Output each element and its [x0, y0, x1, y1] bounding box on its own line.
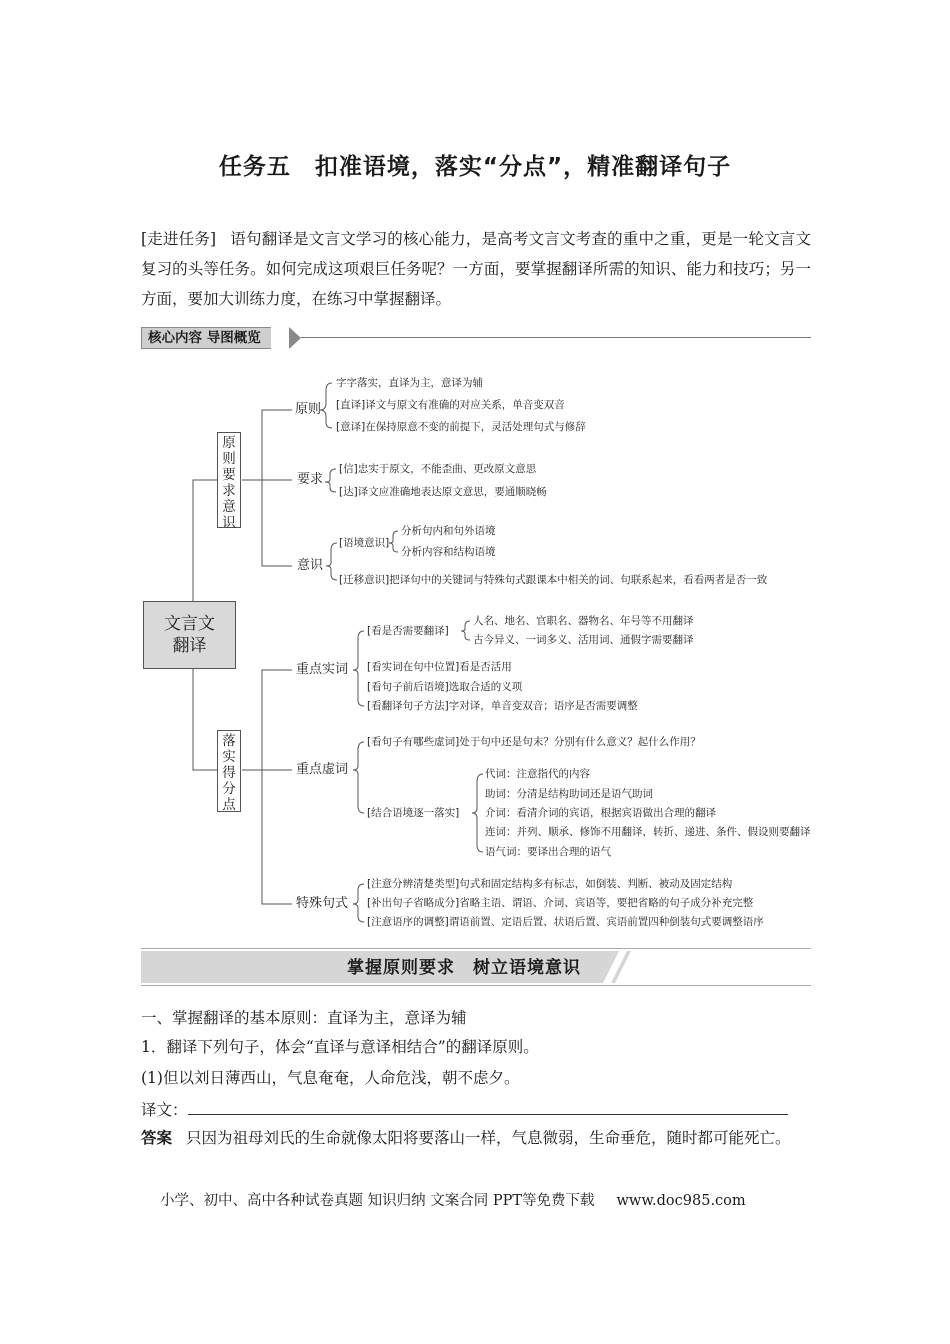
yishi-yujing: [语境意识]: [339, 537, 390, 549]
xuci-combine-item: 语气词：要译出合理的语气: [485, 846, 611, 858]
branch-points-box: [217, 730, 241, 812]
branch-points-label: 落 实 得 分 点: [222, 733, 236, 813]
page-footer: [160, 1190, 746, 1212]
yujing-item: 分析内容和结构语境: [401, 546, 496, 558]
translation-line: [141, 1096, 811, 1124]
yujing-item: 分析句内和句外语境: [401, 525, 496, 537]
yuanze-item: 字字落实，直译为主，意译为辅: [336, 377, 483, 389]
shici-item: [看翻译句子方法]字对译，单音变双音；语序是否需要调整: [367, 700, 638, 712]
xuci-combine-item: 助词：分清是结构助词还是语气助词: [485, 788, 653, 800]
shici-need: [看是否需要翻译]: [367, 625, 449, 637]
answer-label: 答案: [141, 1129, 173, 1147]
translation-label: 译文：: [141, 1101, 188, 1119]
node-xuci: 重点虚词: [296, 762, 349, 777]
yaoqiu-item: [信]忠实于原文，不能歪曲、更改原文意思: [339, 463, 537, 475]
teshu-item: [注意分辨清楚类型]句式和固定结构多有标志，如倒装、判断、被动及固定结构: [367, 878, 733, 890]
xuci-combine-item: 介词：看清介词的宾语，根据宾语做出合理的翻译: [485, 807, 716, 819]
node-yuanze: 原则: [295, 402, 322, 417]
translation-blank[interactable]: [188, 1098, 788, 1115]
banner-rule-bottom: [141, 985, 811, 986]
shici-need-item: 人名、地名、官职名、器物名、年号等不用翻译: [473, 615, 694, 627]
answer-paragraph: [141, 1124, 811, 1152]
section-banner-core-label: 核心内容 导图概览: [141, 327, 271, 349]
banner-rule-top: [141, 948, 811, 949]
teshu-item: [注意语序的调整]谓语前置、定语后置、状语后置、宾语前置四种倒装句式要调整语序: [367, 916, 764, 928]
question-1: 1．翻译下列句子，体会“直译与意译相结合”的翻译原则。: [141, 1038, 539, 1056]
intro-text: 语句翻译是文言文学习的核心能力，是高考文言文考查的重中之重，更是一轮文言文复习的头等任务。如何完成这项艰巨任务呢？一方面，要掌握翻译所需的知识、能力和技巧；另一方面，要加大训练力度，在练习中掌握翻译。: [141, 230, 811, 308]
page-title: 任务五 扣准语境，落实“分点”，精准翻译句子: [218, 154, 732, 180]
yuanze-item: [直译]译文与原文有准确的对应关系，单音变双音: [336, 399, 565, 411]
xuci-question: [看句子有哪些虚词]处于句中还是句末？分别有什么意义？起什么作用？: [367, 736, 701, 748]
shici-item: [看实词在句中位置]看是否活用: [367, 661, 512, 673]
teshu-item: [补出句子省略成分]省略主语、谓语、介词、宾语等，要把省略的句子成分补充完整: [367, 897, 754, 909]
yishi-qianyi: [迁移意识]把译句中的关键词与特殊句式跟课本中相关的词、句联系起来，看看两者是否一致: [339, 574, 768, 586]
section-banner-principles-label: 掌握原则要求 树立语境意识: [347, 958, 581, 978]
branch-principle-box: [217, 432, 241, 531]
mind-map-root: [143, 601, 236, 669]
principle-heading: 一、掌握翻译的基本原则：直译为主，意译为辅: [141, 1009, 467, 1027]
footer-text: 小学、初中、高中各种试卷真题 知识归纳 文案合同 PPT等免费下载: [160, 1193, 595, 1209]
xuci-combine: [结合语境逐一落实]: [367, 807, 460, 819]
yuanze-item: [意译]在保持原意不变的前提下，灵活处理句式与修辞: [336, 421, 586, 433]
node-teshu: 特殊句式: [296, 896, 349, 911]
question-1-1: (1)但以刘日薄西山，气息奄奄，人命危浅，朝不虑夕。: [141, 1069, 520, 1087]
shici-item: [看句子前后语境]选取合适的义项: [367, 681, 523, 693]
node-shici: 重点实词: [296, 662, 349, 677]
xuci-combine-item: 代词：注意指代的内容: [485, 768, 590, 780]
yaoqiu-item: [达]译文应准确地表达原文意思，要通顺晓畅: [339, 486, 547, 498]
root-label: 文言文 翻译: [164, 614, 215, 656]
node-yishi: 意识: [297, 558, 324, 573]
section-banner-principles: [141, 948, 811, 986]
xuci-combine-item: 连词：并列、顺承、修饰不用翻译，转折、递进、条件、假设则要翻译: [485, 826, 811, 838]
node-yaoqiu: 要求: [297, 472, 324, 487]
footer-url[interactable]: www.doc985.com: [616, 1193, 746, 1209]
branch-principle-label: 原 则 要 求 意 识: [222, 435, 236, 531]
answer-text: 只因为祖母刘氏的生命就像太阳将要落山一样，气息微弱，生命垂危，随时都可能死亡。: [186, 1129, 791, 1147]
shici-need-item: 古今异义、一词多义、活用词、通假字需要翻译: [473, 634, 694, 646]
intro-tag: [走进任务]: [141, 230, 217, 248]
